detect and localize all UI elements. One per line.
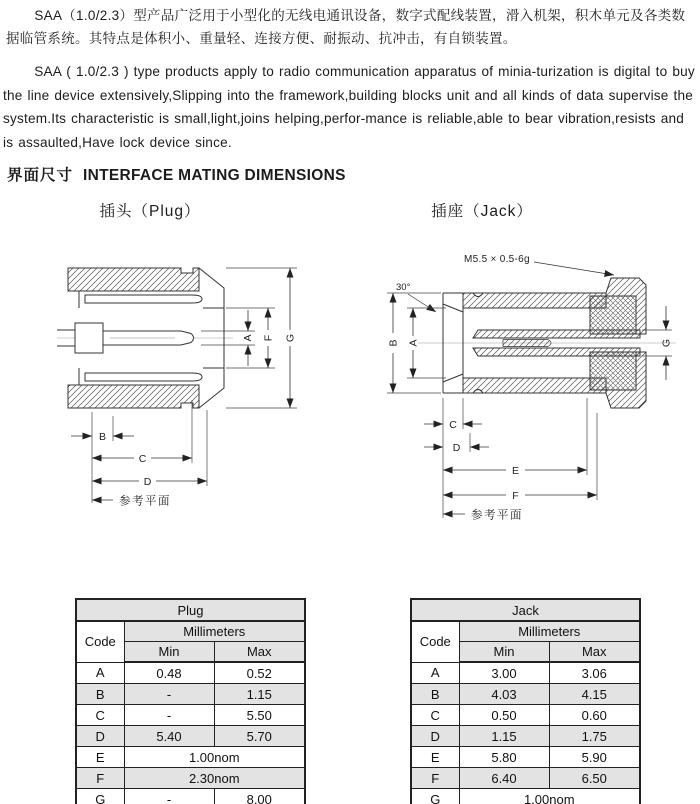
jack-row-max: 5.90 [549, 747, 640, 768]
plug-row-min: 5.40 [124, 726, 214, 747]
plug-dim-c-label: C [138, 453, 147, 465]
plug-ref-plane-label: 参考平面 [119, 495, 171, 508]
plug-row-code: G [76, 789, 124, 804]
jack-row-code: A [411, 662, 459, 684]
jack-dim-g-label: G [660, 338, 673, 348]
jack-cross-section-drawing [378, 248, 690, 522]
jack-row-code: B [411, 684, 459, 705]
jack-angle-label: 30° [396, 282, 411, 293]
plug-table-title: Plug [76, 599, 305, 621]
jack-row-nom: 1.00nom [459, 789, 640, 804]
plug-row-max: 0.52 [214, 662, 305, 684]
plug-row-code: E [76, 747, 124, 768]
jack-dim-e-label: E [511, 465, 520, 477]
plug-row-min: 0.48 [124, 662, 214, 684]
plug-row-code: C [76, 705, 124, 726]
plug-dim-d-label: D [143, 476, 152, 488]
jack-row-code: D [411, 726, 459, 747]
jack-row-max: 4.15 [549, 684, 640, 705]
jack-row-code: E [411, 747, 459, 768]
plug-row-code: D [76, 726, 124, 747]
section-heading [7, 163, 346, 185]
jack-row-min: 3.00 [459, 662, 549, 684]
plug-row-min: - [124, 684, 214, 705]
jack-ref-plane-label: 参考平面 [471, 509, 523, 522]
jack-dim-b-label: B [387, 339, 400, 347]
plug-dimensions-table [75, 598, 306, 804]
jack-dimensions-table [410, 598, 641, 804]
jack-row-max: 0.60 [549, 705, 640, 726]
plug-dim-g-label: G [284, 333, 297, 343]
jack-dim-f-label: F [512, 490, 519, 502]
jack-figure-title: 插座（Jack） [431, 203, 533, 220]
plug-row-nom: 1.00nom [124, 747, 305, 768]
plug-row-code: A [76, 662, 124, 684]
plug-dimension-labels [99, 334, 297, 508]
jack-row-min: 5.80 [459, 747, 549, 768]
plug-max-header: Max [214, 642, 305, 663]
intro-paragraph-cn: SAA（1.0/2.3）型产品广泛用于小型化的无线电通讯设备，数字式配线装置，滑入机架，积木单元及各类数据临管系统。其特点是体积小、重量轻、连接方便、耐振动、抗冲击，有自锁装置。 [6, 8, 686, 46]
jack-row-min: 6.40 [459, 768, 549, 789]
plug-row-max: 8.00 [214, 789, 305, 804]
plug-unit-header: Millimeters [124, 621, 305, 642]
plug-figure-title: 插头（Plug） [99, 203, 201, 220]
jack-body [408, 262, 676, 408]
plug-min-header: Min [124, 642, 214, 663]
jack-max-header: Max [549, 642, 640, 663]
plug-row-code: F [76, 768, 124, 789]
section-heading-cn: 界面尺寸 [7, 167, 74, 184]
jack-row-code: G [411, 789, 459, 804]
plug-row-code: B [76, 684, 124, 705]
plug-dim-f-label: F [262, 334, 275, 342]
plug-row-max: 5.50 [214, 705, 305, 726]
jack-min-header: Min [459, 642, 549, 663]
plug-row-min: - [124, 789, 214, 804]
jack-dim-c-label: C [449, 419, 457, 431]
plug-dim-b-label: B [98, 431, 107, 443]
section-heading-en: INTERFACE MATING DIMENSIONS [83, 167, 346, 184]
plug-dim-a-label: A [242, 334, 254, 342]
plug-code-header: Code [76, 621, 124, 662]
plug-row-max: 5.70 [214, 726, 305, 747]
plug-row-min: - [124, 705, 214, 726]
jack-dim-a-label: A [407, 339, 420, 347]
plug-cross-section-drawing [55, 250, 305, 508]
jack-unit-header: Millimeters [459, 621, 640, 642]
jack-row-max: 6.50 [549, 768, 640, 789]
jack-row-min: 0.50 [459, 705, 549, 726]
jack-table-title: Jack [411, 599, 640, 621]
jack-row-code: C [411, 705, 459, 726]
plug-body [57, 268, 233, 408]
jack-code-header: Code [411, 621, 459, 662]
jack-row-max: 3.06 [549, 662, 640, 684]
jack-row-min: 1.15 [459, 726, 549, 747]
jack-row-max: 1.75 [549, 726, 640, 747]
plug-row-max: 1.15 [214, 684, 305, 705]
jack-dim-d-label: D [452, 442, 461, 454]
plug-row-nom: 2.30nom [124, 768, 305, 789]
jack-row-code: F [411, 768, 459, 789]
jack-row-min: 4.03 [459, 684, 549, 705]
jack-thread-label: M5.5 × 0.5-6g [464, 254, 530, 265]
intro-paragraph-en: SAA ( 1.0/2.3 ) type products apply to radio communication apparatus of minia-turization is digital to buy the line device extensively,Slipping into the framework,building blocks unit and all kinds of data supervise the system.Its characteristic is small,light,joins helping,perfor-mance is reliable,able to bear vibration,resists and is assaulted,Have lock device since. [3, 64, 695, 150]
